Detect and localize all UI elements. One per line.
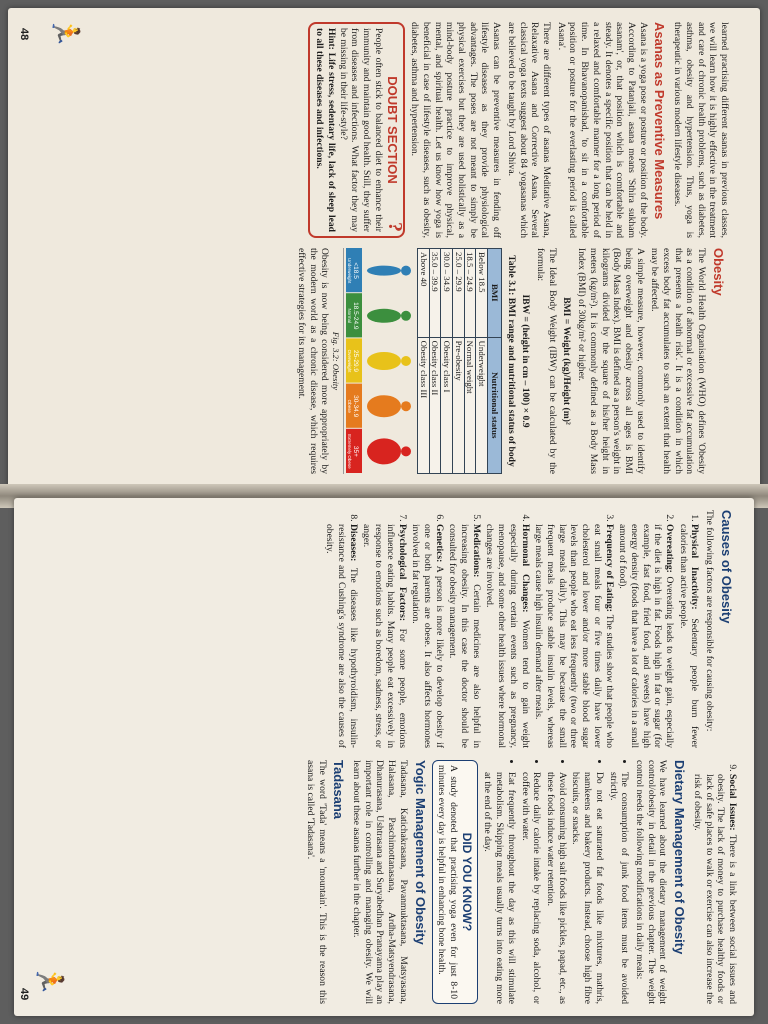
runner-logo-icon: 🏃 bbox=[51, 16, 80, 49]
bmi-band-label: 25-29.9 bbox=[351, 349, 359, 373]
text-column-3 bbox=[322, 510, 738, 748]
doubt-section-hint: Hint: Life stress, sedentary life, lack of sleep lead to all these diseases and infections. bbox=[314, 28, 337, 232]
bmi-band-label: 18.5-24.9 bbox=[351, 302, 359, 330]
bmi-range-cell: 35.0 – 39.9 bbox=[429, 249, 441, 338]
list-item: 6. Genetics: A person is more likely to develop obesity if one or both parents are obese. It also affects hormones involved in fat regulation. bbox=[410, 524, 445, 748]
table-caption: Table 3.1: BMI range and nutritional status of body bbox=[505, 255, 517, 467]
table-row bbox=[464, 249, 476, 474]
bmi-band-category: Normal bbox=[346, 308, 352, 324]
list-item: 9. Social Issues: There is a link between social issues and obesity. The lack of money to purchase healthy foods or lack of safe places to walk or exercise can also increase the risk of obesity. bbox=[691, 774, 738, 1004]
table-row bbox=[429, 249, 441, 474]
table-row bbox=[441, 249, 453, 474]
bmi-band-category: Extremely Obese bbox=[346, 434, 352, 469]
obesity-paragraph-2: A simple measure, however, commonly used to identify being overweight and obesity across all ages is BMI (Body Mass Index). BMI is defined as a person's weight in kilograms divided by the square of his/her height in meters (kg/m²). It is commonly defined as a Body Mass Index (BMI) of 30kg/m² or higher. bbox=[576, 248, 646, 474]
did-you-know-box bbox=[432, 760, 478, 1004]
obesity-heading: Obesity bbox=[711, 248, 726, 296]
page-left-content bbox=[8, 8, 760, 492]
bmi-band-label: 35+ bbox=[351, 445, 359, 457]
yogic-text: Tadasana, Katichakrasana, Pavanmuktasana, Matsyasana, Halasana, Paschimottanasana, Ardha-Matsyendrasana, Dhanurasana, Ushtrasana and Suryabedhan Pranayama play an important role in controlling and managing obesity. We will learn about these asanas further in the chapter. bbox=[351, 760, 409, 1004]
table-row bbox=[453, 249, 465, 474]
causes-list bbox=[324, 510, 701, 748]
ibw-intro: The Ideal Body Weight (IBW) can be calculated by the formula: bbox=[535, 248, 558, 474]
did-you-know-title: DID YOU KNOW? bbox=[459, 832, 474, 932]
bmi-range-cell: 25.0 – 29.9 bbox=[453, 249, 465, 338]
status-cell: Underweight bbox=[476, 337, 488, 473]
doubt-section-title: DOUBT SECTION bbox=[384, 76, 400, 184]
status-col-header: Nutritional status bbox=[488, 337, 502, 473]
asanas-paragraph-2: There are different types of asanas Meditative Asana, Relaxative Asana and Corrective Asana. Several classical yoga texts suggest about 84 yogasanas which are believed to be taught by Lord Shiva. bbox=[505, 22, 552, 238]
ibw-formula: IBW = (height in cm – 100) × 0.9 bbox=[520, 294, 532, 428]
tadasana-heading: Tadasana bbox=[331, 760, 347, 820]
obesity-closing: Obesity is now being considered more appropriately by the modern world as a chronic disease, which requires effective strategies for its management. bbox=[295, 248, 331, 474]
list-item: 8. Diseases: The diseases like hypothyroidism, insulin-resistance and Cushing's syndrome are also the causes of obesity. bbox=[324, 524, 359, 748]
book-page-right bbox=[14, 498, 754, 1016]
list-item: • Eat frequently throughout the day as this will stimulate metabolism. Skipping meals usually turns into eating more at the end of the day. bbox=[482, 772, 517, 1004]
bmi-range-cell: 30.0 – 34.9 bbox=[441, 249, 453, 338]
list-item: • Reduce daily calorie intake by replacing soda, alcohol, or coffee with water. bbox=[519, 772, 542, 1004]
causes-list-continued bbox=[691, 760, 738, 1004]
status-cell: Normal weight bbox=[464, 337, 476, 473]
bmi-band-label: <18.5 bbox=[351, 262, 359, 279]
list-item: 4. Hormonal Changes: Women tend to gain weight especially during certain events such as pregnancy, menopause, and some other health issues where hormonal changes are involved. bbox=[484, 524, 531, 748]
list-item: 1. Physical Inactivity: Sedentary people burn fewer calories than active people. bbox=[677, 524, 700, 748]
doubt-section-box bbox=[308, 22, 404, 238]
status-cell: Obesity class I bbox=[441, 337, 453, 473]
status-cell: Obesity class III bbox=[417, 337, 429, 473]
asanas-paragraph-3: Asanas can be preventive measures in fending off lifestyle diseases as they provide physiological advantages. The poses are not meant to simply be physical exercises but they are used holistically as a mind-body posture practice to improve physical, mental, and spiritual health. Let us know how yoga is beneficial in case of lifestyle diseases, such as obesity, diabetes, asthma and hypertension. bbox=[409, 22, 503, 238]
obesity-figure bbox=[343, 248, 414, 474]
bmi-table-header bbox=[488, 249, 502, 474]
table-row bbox=[476, 249, 488, 474]
page-number-48: 48 bbox=[18, 28, 30, 41]
intro-paragraph: learned practising different asanas in previous classes, we will learn how it is highly effective in the treatment and care of chronic health problems, such as diabetes, asthma, obesity and hypertension. Thus, yoga is therapeutic in various modern lifestyle diseases. bbox=[672, 22, 730, 238]
page-number-49: 49 bbox=[18, 988, 30, 1001]
bmi-range-cell: Below 18.5 bbox=[476, 249, 488, 338]
asanas-heading: Asanas as Preventive Measures bbox=[652, 22, 668, 220]
list-item: • The consumption of junk food items must be avoided strictly. bbox=[607, 772, 630, 1004]
list-item: 2. Overeating: Overeating leads to weight gain, especially if the diet is high in fat. Foods high in fat or sugar (for example, fast food, fried food, and sweets) have high energy density (foods that have a lot of calories in a small amount of food). bbox=[617, 524, 676, 748]
bmi-range-cell: Above 40 bbox=[417, 249, 429, 338]
table-row bbox=[417, 249, 429, 474]
yogic-heading: Yogic Management of Obesity bbox=[412, 760, 428, 945]
diet-heading: Dietary Management of Obesity bbox=[672, 760, 688, 955]
causes-intro: The following factors are responsible for causing obesity: bbox=[704, 510, 716, 732]
body-silhouette bbox=[367, 266, 411, 276]
causes-heading: Causes of Obesity bbox=[719, 510, 734, 624]
bmi-col-header: BMI bbox=[488, 249, 502, 338]
status-cell: Obesity class II bbox=[429, 337, 441, 473]
doubt-section-text: People often stick to balanced diet to enhance their immunity and maintain good health. Still, they suffer from diseases and infections. What factor they may be missing in their life-style? bbox=[337, 28, 384, 232]
bmi-formula: BMI = Weight (kg)/Height (m)² bbox=[561, 297, 573, 425]
bmi-band-category: Overweight bbox=[346, 349, 352, 373]
text-column-4 bbox=[301, 760, 738, 1004]
bmi-range-cell: 18.5 – 24.9 bbox=[464, 249, 476, 338]
tadasana-text: The word 'Tada' means a 'mountain'. This is the reason this asana is called 'Tadasana'. bbox=[304, 760, 328, 1004]
body-silhouette bbox=[367, 352, 411, 370]
question-mark-icon: ? bbox=[383, 222, 406, 232]
body-silhouettes-illustration bbox=[344, 248, 414, 474]
runner-logo-icon: 🏃 bbox=[35, 964, 64, 997]
page-right-content bbox=[14, 498, 754, 1016]
list-item: 3. Frequency of Eating: The studies show that people who eat small meals four or five times daily have lower cholesterol and lower and/or more stable blood sugar levels than people who eat less frequently (two or three large meals daily). This may be because the small frequent meals produce stable insulin levels, whereas large meals cause high insulin demand after meals. bbox=[533, 524, 615, 748]
diet-tips-list bbox=[482, 760, 630, 1004]
body-silhouette bbox=[367, 438, 411, 464]
bmi-band-label: 30-34.9 bbox=[351, 395, 359, 418]
bmi-band-category: Underweight bbox=[346, 257, 352, 284]
status-cell: Pre-obesity bbox=[453, 337, 465, 473]
list-item: • Avoid consuming high salt foods like pickles, papad, etc., as these foods induce water retention. bbox=[544, 772, 567, 1004]
text-column-1 bbox=[308, 22, 730, 238]
obesity-paragraph-1: The World Health Organisation (WHO) defines 'Obesity as a condition of abnormal or excessive fat accumulation that presents a health risk'. It is a condition in which excess body fat accumulates to such an extent that health may be affected. bbox=[649, 248, 708, 474]
list-item: • Do not eat saturated fat foods like mixtures, mathris, namkeens and bakery products. Instead, choose high fibre biscuits, or snacks. bbox=[570, 772, 605, 1004]
figure-caption: Fig. 3.2: Obesity bbox=[330, 331, 341, 391]
body-silhouette bbox=[367, 309, 411, 323]
asanas-paragraph-1: Asana is a yoga pose or posture or position of the body. According to Patanjali, asana means 'Sthira sukham asanam', or, that position which is comfortable and steady. It denotes a specific position that can be held in a relaxed and comfortable manner for a long period of time. In Bhavanopanishad, 'to sit in a comfortable position or posture for the everlasting period is called Asana'. bbox=[555, 22, 649, 238]
text-column-2 bbox=[292, 248, 730, 474]
bmi-table bbox=[417, 248, 502, 474]
bmi-band-category: Obese bbox=[346, 399, 352, 413]
book-page-left bbox=[8, 8, 760, 492]
list-item: 5. Medications: Certain medicines are also helpful in increasing obesity. In this case the doctor should be consulted for obesity management. bbox=[447, 524, 482, 748]
diet-intro: We have learned about the dietary management of weight control/obesity in detail in the previous chapter. The weight control needs the following modifications in daily meals: bbox=[633, 760, 669, 1004]
body-silhouette bbox=[367, 395, 411, 417]
did-you-know-text: A study denoted that practising yoga even for just 8-10 minutes every day is helpful in enhancing bone health. bbox=[436, 765, 460, 999]
list-item: 7. Psychological Factors: For some people, emotions influence eating habits. Many people eat excessively in response to emotions such as boredom, sadness, stress, or anger. bbox=[361, 524, 408, 748]
